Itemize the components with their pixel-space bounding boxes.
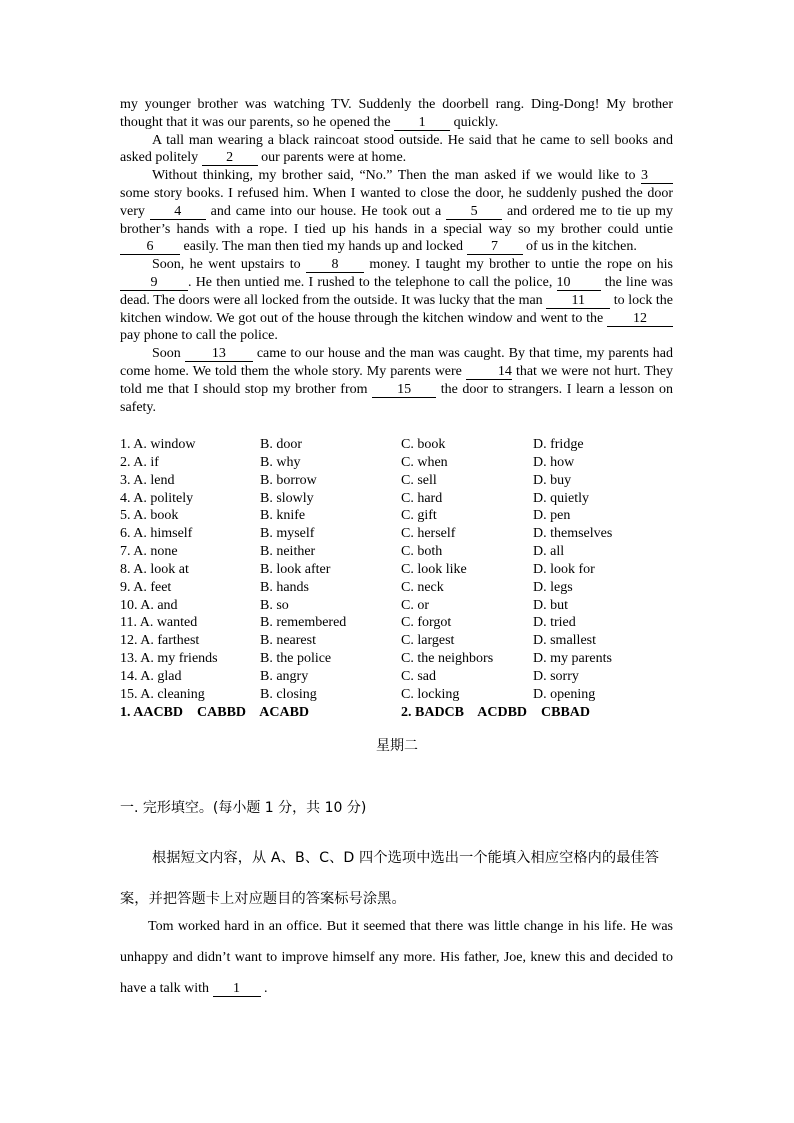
answer-key-2: 2. BADCB ACDBD CBBAD bbox=[401, 705, 591, 720]
paragraph-4 bbox=[120, 256, 673, 345]
option-c: C. book bbox=[401, 437, 446, 452]
blank-5: 5 bbox=[446, 205, 502, 220]
option-c: C. or bbox=[401, 597, 429, 613]
option-row bbox=[120, 507, 680, 525]
option-b: B. borrow bbox=[260, 472, 317, 488]
answer-key-1: 1. AACBD CABBD ACABD bbox=[120, 705, 310, 720]
option-row bbox=[120, 436, 680, 454]
blank-15: 15 bbox=[372, 383, 436, 398]
option-a: 12. A. farthest bbox=[120, 633, 200, 649]
section-heading: 一. 完形填空。(每小题 1 分，共 10 分) bbox=[120, 800, 367, 816]
blank-12: 12 bbox=[607, 312, 673, 327]
option-b: B. look after bbox=[260, 561, 331, 577]
blank-4: 4 bbox=[150, 205, 206, 220]
option-d: D. pen bbox=[533, 508, 571, 524]
blank-3: 3 bbox=[641, 169, 673, 184]
option-row bbox=[120, 579, 680, 597]
option-d: D. quietly bbox=[533, 490, 589, 506]
option-a: 6. A. himself bbox=[120, 526, 193, 542]
option-row bbox=[120, 472, 680, 490]
option-d: D. my parents bbox=[533, 651, 612, 667]
option-a: 7. A. none bbox=[120, 544, 178, 560]
option-d: D. tried bbox=[533, 615, 576, 631]
option-d: D. how bbox=[533, 454, 575, 470]
option-c: C. forgot bbox=[401, 615, 452, 631]
option-c: C. the neighbors bbox=[401, 651, 494, 667]
option-d: D. opening bbox=[533, 686, 596, 702]
option-row bbox=[120, 614, 680, 632]
day-heading: 星期二 bbox=[376, 738, 418, 754]
option-a: 11. A. wanted bbox=[120, 615, 198, 631]
text-run: money. I taught my brother to untie the rope on his bbox=[364, 257, 674, 273]
option-d: D. smallest bbox=[533, 633, 596, 649]
option-row bbox=[120, 597, 680, 615]
option-a: 10. A. and bbox=[120, 597, 178, 613]
option-d: D. buy bbox=[533, 472, 572, 488]
option-a: 4. A. politely bbox=[120, 490, 194, 506]
option-b: B. slowly bbox=[260, 490, 314, 506]
option-a: 13. A. my friends bbox=[120, 651, 218, 667]
text-run: Tom worked hard in an office. But it seemed that there was little change in his life. He was unhappy and didn’t want to improve himself any more. His father, Joe, knew this and decided to have a talk with bbox=[120, 919, 673, 996]
option-b: B. angry bbox=[260, 668, 309, 684]
option-row bbox=[120, 668, 680, 686]
blank-9: 9 bbox=[120, 276, 188, 291]
passage-2-paragraph bbox=[120, 911, 673, 1004]
option-b: B. myself bbox=[260, 526, 315, 542]
options-list bbox=[120, 436, 680, 704]
option-row bbox=[120, 632, 680, 650]
option-row bbox=[120, 454, 680, 472]
blank-14: 14 bbox=[466, 365, 512, 380]
text-run: my younger brother was watching TV. Suddenly the doorbell rang. Ding-Dong! My brother thought that it was our parents, so he opened the bbox=[120, 97, 673, 130]
text-run: some story books. I refused him. When I wanted to close the door, he suddenly pushed the door very bbox=[120, 185, 673, 219]
blank-6: 6 bbox=[120, 240, 180, 255]
text-run: came to our house and the man was caught. By that time, my parents had come home. We told them the whole story. My parents were bbox=[120, 346, 673, 379]
option-b: B. nearest bbox=[260, 633, 316, 649]
option-d: D. look for bbox=[533, 561, 595, 577]
option-row bbox=[120, 490, 680, 508]
text-run: easily. The man then tied my hands up and locked bbox=[180, 239, 467, 255]
text-run: . bbox=[260, 981, 268, 996]
option-c: C. herself bbox=[401, 526, 456, 542]
option-c: C. when bbox=[401, 454, 448, 470]
paragraph-1 bbox=[120, 96, 673, 132]
blank-7: 7 bbox=[467, 240, 523, 255]
option-row bbox=[120, 561, 680, 579]
option-b: B. knife bbox=[260, 508, 306, 524]
text-run: the line was dead. The doors were all locked from the outside. It was lucky that the man bbox=[120, 274, 673, 308]
text-run: and came into our house. He took out a bbox=[205, 203, 447, 219]
option-b: B. hands bbox=[260, 579, 309, 595]
option-a: 14. A. glad bbox=[120, 668, 182, 684]
blank-1: 1 bbox=[213, 982, 261, 997]
option-c: C. both bbox=[401, 544, 443, 560]
option-row bbox=[120, 686, 680, 704]
paragraph-2 bbox=[120, 132, 673, 168]
option-d: D. themselves bbox=[533, 526, 613, 542]
option-row bbox=[120, 543, 680, 561]
option-a: 3. A. lend bbox=[120, 472, 175, 488]
text-run: that we were not hurt. They told me that I should stop my brother from bbox=[120, 363, 673, 397]
text-run: and ordered me to tie up my brother’s hands with a rope. I tied up his hands in a special way so my brother could untie bbox=[120, 203, 673, 237]
blank-11: 11 bbox=[546, 294, 610, 309]
text-run: the door to strangers. I learn a lesson on safety. bbox=[120, 381, 673, 415]
option-b: B. closing bbox=[260, 686, 317, 702]
option-b: B. neither bbox=[260, 544, 316, 560]
blank-8: 8 bbox=[306, 258, 364, 273]
option-d: D. all bbox=[533, 544, 565, 560]
instructions: 根据短文内容，从 A、B、C、D 四个选项中选出一个能填入相应空格内的最佳答案，并把答题卡上对应题目的答案标号涂黑。 bbox=[120, 850, 660, 907]
option-a: 15. A. cleaning bbox=[120, 686, 205, 702]
blank-1: 1 bbox=[394, 116, 450, 131]
text-run: pay phone to call the police. bbox=[120, 328, 278, 344]
option-a: 5. A. book bbox=[120, 508, 179, 524]
option-b: B. the police bbox=[260, 651, 332, 667]
option-a: 2. A. if bbox=[120, 454, 159, 470]
cloze-passage bbox=[120, 96, 673, 416]
text-run: Soon, he went upstairs to bbox=[152, 257, 307, 273]
option-d: D. sorry bbox=[533, 668, 579, 684]
option-b: B. so bbox=[260, 597, 289, 613]
text-run: Soon bbox=[152, 346, 185, 362]
option-c: C. locking bbox=[401, 686, 460, 702]
option-row bbox=[120, 525, 680, 543]
text-run: to lock the kitchen window. We got out of the house through the kitchen window and went to the bbox=[120, 292, 673, 326]
blank-2: 2 bbox=[202, 151, 258, 166]
blank-13: 13 bbox=[185, 347, 253, 362]
text-run: quickly. bbox=[450, 114, 499, 130]
option-c: C. gift bbox=[401, 508, 437, 524]
option-b: B. remembered bbox=[260, 615, 347, 631]
paragraph-5 bbox=[120, 345, 673, 416]
option-a: 1. A. window bbox=[120, 437, 196, 452]
option-c: C. sad bbox=[401, 668, 436, 684]
text-run: of us in the kitchen. bbox=[522, 239, 637, 255]
option-d: D. fridge bbox=[533, 437, 584, 452]
text-run: A tall man wearing a black raincoat stood outside. He said that he came to sell books and asked politely bbox=[120, 132, 673, 166]
option-a: 9. A. feet bbox=[120, 579, 172, 595]
option-c: C. largest bbox=[401, 633, 455, 649]
paragraph-3 bbox=[120, 167, 673, 256]
passage-2 bbox=[120, 911, 673, 1004]
option-row bbox=[120, 650, 680, 668]
option-d: D. but bbox=[533, 597, 568, 613]
option-c: C. look like bbox=[401, 561, 467, 577]
option-b: B. why bbox=[260, 454, 301, 470]
blank-10: 10 bbox=[557, 276, 601, 291]
text-run: Without thinking, my brother said, “No.” Then the man asked if we would like to bbox=[152, 168, 641, 184]
option-c: C. hard bbox=[401, 490, 443, 506]
text-run: our parents were at home. bbox=[257, 150, 407, 166]
text-run: . He then untied me. I rushed to the telephone to call the police, bbox=[188, 274, 557, 290]
option-d: D. legs bbox=[533, 579, 573, 595]
option-a: 8. A. look at bbox=[120, 561, 189, 577]
option-c: C. neck bbox=[401, 579, 444, 595]
option-c: C. sell bbox=[401, 472, 437, 488]
option-b: B. door bbox=[260, 437, 302, 452]
